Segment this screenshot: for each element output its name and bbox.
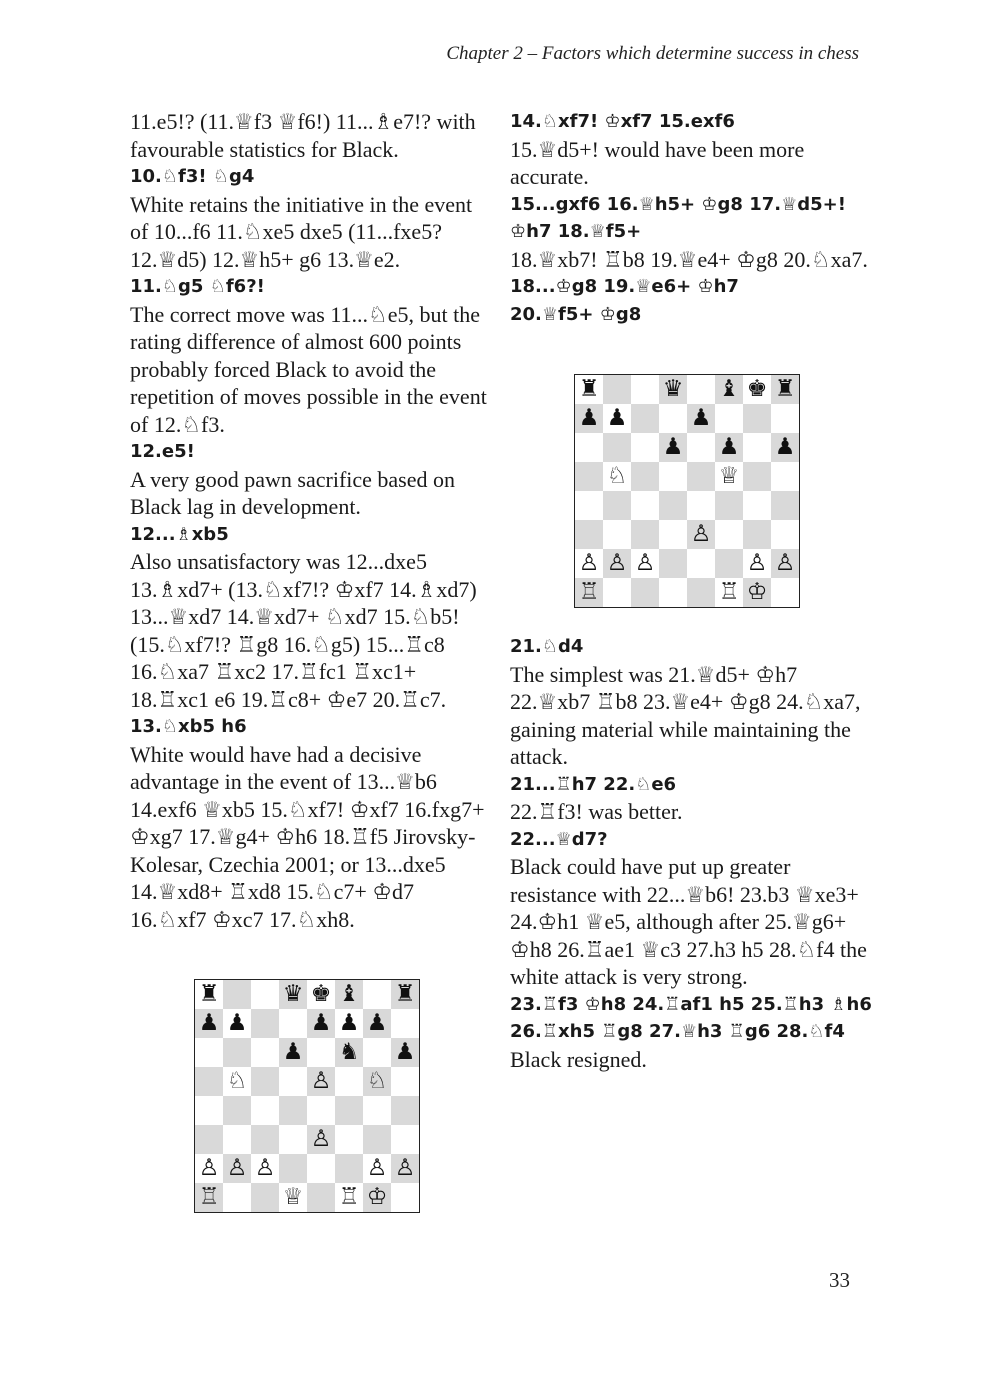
- board-square: [363, 1125, 391, 1154]
- board-square: ♙: [771, 549, 799, 578]
- board-square: ♕: [279, 1183, 307, 1212]
- board-square: ♟: [279, 1038, 307, 1067]
- board-square: ♜: [575, 375, 603, 404]
- board-square: [575, 520, 603, 549]
- annotation-text: 15.♕d5+! would have been more accurate.: [510, 136, 805, 189]
- board-square: [307, 1154, 335, 1183]
- board-square: [223, 1125, 251, 1154]
- board-square: [603, 491, 631, 520]
- board-square: [575, 462, 603, 491]
- board-square: [631, 462, 659, 491]
- board-square: ♞: [335, 1038, 363, 1067]
- board-square: ♝: [335, 980, 363, 1009]
- board-square: ♙: [307, 1125, 335, 1154]
- board-square: ♝: [715, 375, 743, 404]
- board-square: ♟: [603, 404, 631, 433]
- board-square: [603, 433, 631, 462]
- board-square: [251, 980, 279, 1009]
- board-square: [195, 1067, 223, 1096]
- board-square: [251, 1038, 279, 1067]
- board-square: [603, 520, 631, 549]
- board-square: [363, 980, 391, 1009]
- board-square: [279, 1125, 307, 1154]
- annotation-text: Black could have put up greater resistance with 22...♕b6! 23.b3 ♕xe3+ 24.♔h1 ♕e5, although after 25.♕g6+ ♔h8 26.♖ae1 ♕c3 27.h3 h5 28.♘f4 the white attack is very strong.: [510, 854, 867, 989]
- board-square: [631, 433, 659, 462]
- board-square: [659, 578, 687, 607]
- board-square: [743, 491, 771, 520]
- board-square: [631, 491, 659, 520]
- board-square: ♟: [771, 433, 799, 462]
- board-square: ♟: [363, 1009, 391, 1038]
- board-square: ♖: [195, 1183, 223, 1212]
- board-square: [771, 462, 799, 491]
- left-column: [130, 108, 490, 933]
- move-line: 22...♕d7?: [510, 828, 608, 850]
- move-line: 20.♕f5+ ♔g8: [510, 303, 642, 325]
- board-square: ♚: [307, 980, 335, 1009]
- board-square: [771, 520, 799, 549]
- board-square: [279, 1067, 307, 1096]
- chapter-header: Chapter 2 – Factors which determine success in chess: [446, 43, 859, 64]
- board-square: [335, 1125, 363, 1154]
- board-square: ♙: [687, 520, 715, 549]
- board-square: [659, 462, 687, 491]
- board-square: [687, 549, 715, 578]
- annotation-text: Black resigned.: [510, 1046, 647, 1072]
- board-square: ♙: [223, 1154, 251, 1183]
- board-square: ♛: [279, 980, 307, 1009]
- annotation-text: A very good pawn sacrifice based on Black lag in development.: [130, 466, 456, 519]
- board-square: [223, 1096, 251, 1125]
- board-square: ♔: [743, 578, 771, 607]
- board-square: [223, 1038, 251, 1067]
- move-line: 23.♖f3 ♔h8 24.♖af1 h5 25.♖h3 ♗h6: [510, 993, 872, 1015]
- board-square: ♛: [659, 375, 687, 404]
- board-square: ♖: [575, 578, 603, 607]
- board-square: [391, 1009, 419, 1038]
- move-line: 13.♘xb5 h6: [130, 716, 247, 737]
- board-square: [631, 375, 659, 404]
- board-square: ♙: [195, 1154, 223, 1183]
- board-square: [307, 1096, 335, 1125]
- board-square: ♜: [771, 375, 799, 404]
- board-square: [307, 1038, 335, 1067]
- board-square: [335, 1154, 363, 1183]
- board-square: [363, 1096, 391, 1125]
- annotation-text: The simplest was 21.♕d5+ ♔h7 22.♕xb7 ♖b8 23.♕e4+ ♔g8 24.♘xa7, gaining material while maintaining the attack.: [510, 661, 861, 769]
- move-line: 11.♘g5 ♘f6?!: [130, 276, 265, 297]
- board-square: [391, 1125, 419, 1154]
- board-square: [631, 578, 659, 607]
- board-square: [603, 375, 631, 404]
- board-square: [687, 462, 715, 491]
- board-square: [279, 1154, 307, 1183]
- board-square: [715, 520, 743, 549]
- board-square: ♚: [743, 375, 771, 404]
- board-square: ♙: [743, 549, 771, 578]
- board-square: ♟: [715, 433, 743, 462]
- board-square: ♙: [603, 549, 631, 578]
- board-square: ♟: [575, 404, 603, 433]
- board-square: [659, 491, 687, 520]
- move-line: 10.♘f3! ♘g4: [130, 166, 255, 187]
- chess-diagram-after-13-h6: [194, 979, 420, 1213]
- annotation-text: White retains the initiative in the event of 10...f6 11.♘xe5 dxe5 (11...fxe5? 12.♕d5) 12.♕h5+ g6 13.♕e2.: [130, 191, 473, 272]
- move-line: 18...♔g8 19.♕e6+ ♔h7: [510, 276, 739, 297]
- chess-diagram-after-20-kg8: [574, 374, 800, 608]
- board-square: ♘: [363, 1067, 391, 1096]
- annotation-text: White would have had a decisive advantage in the event of 13...♕b6 14.exf6 ♕xb5 15.♘xf7! ♔xf7 16.fxg7+ ♔xg7 17.♕g4+ ♔h6 18.♖f5 Jirovsky-Kolesar, Czechia 2001; or 13...dxe5 14.♕xd8+ ♖xd8 15.♘c7+ ♔d7 16.♘xf7 ♔xc7 17.♘xh8.: [130, 741, 485, 932]
- board-square: [195, 1096, 223, 1125]
- board-square: [743, 433, 771, 462]
- annotation-text: The correct move was 11...♘e5, but the rating difference of almost 600 points probably forced Black to avoid the repetition of moves possible in the event of 12.♘f3.: [130, 301, 487, 437]
- board-square: [743, 404, 771, 433]
- board-square: ♜: [391, 980, 419, 1009]
- board-square: [687, 491, 715, 520]
- board-square: [195, 1125, 223, 1154]
- board-square: [575, 433, 603, 462]
- board-square: ♟: [335, 1009, 363, 1038]
- annotation-text: Also unsatisfactory was 12...dxe5 13.♗xd7+ (13.♘xf7!? ♔xf7 14.♗xd7) 13...♕xd7 14.♕xd7+ ♘xd7 15.♘b5! (15.♘xf7!? ♖g8 16.♘g5) 15...♖c8 16.♘xa7 ♖xc2 17.♖fc1 ♖xc1+ 18.♖xc1 e6 19.♖c8+ ♔e7 20.♖c7.: [130, 549, 477, 712]
- board-square: [363, 1038, 391, 1067]
- board-square: [195, 1038, 223, 1067]
- board-square: [251, 1009, 279, 1038]
- page-number: 33: [829, 1268, 850, 1292]
- move-line: 14.♘xf7! ♔xf7 15.exf6: [510, 111, 735, 132]
- board-square: [743, 520, 771, 549]
- board-square: [223, 980, 251, 1009]
- board-square: ♖: [335, 1183, 363, 1212]
- move-line: 26.♖xh5 ♖g8 27.♕h3 ♖g6 28.♘f4: [510, 1021, 845, 1042]
- board-square: [251, 1183, 279, 1212]
- board-square: ♜: [195, 980, 223, 1009]
- board-square: [279, 1096, 307, 1125]
- right-column-lower: [510, 633, 870, 1073]
- board-square: [251, 1096, 279, 1125]
- board-square: [223, 1183, 251, 1212]
- board-square: [603, 578, 631, 607]
- board-square: ♟: [687, 404, 715, 433]
- board-square: [715, 491, 743, 520]
- board-square: [251, 1067, 279, 1096]
- board-square: [391, 1067, 419, 1096]
- board-square: [771, 491, 799, 520]
- board-square: ♙: [391, 1154, 419, 1183]
- board-square: ♖: [715, 578, 743, 607]
- board-square: [659, 549, 687, 578]
- board-square: ♟: [659, 433, 687, 462]
- board-square: [279, 1009, 307, 1038]
- board-square: [251, 1125, 279, 1154]
- board-square: ♙: [631, 549, 659, 578]
- board-square: [631, 404, 659, 433]
- board-square: [659, 520, 687, 549]
- board-square: [391, 1183, 419, 1212]
- move-line: 21.♘d4: [510, 636, 584, 657]
- board-square: ♘: [603, 462, 631, 491]
- board-square: ♟: [391, 1038, 419, 1067]
- board-square: [687, 578, 715, 607]
- board-square: [743, 462, 771, 491]
- move-line: 21...♖h7 22.♘e6: [510, 773, 677, 795]
- board-square: ♟: [223, 1009, 251, 1038]
- board-square: ♕: [715, 462, 743, 491]
- board-square: [659, 404, 687, 433]
- move-line: 15...gxf6 16.♕h5+ ♔g8 17.♕d5+!: [510, 193, 846, 215]
- board-square: ♘: [223, 1067, 251, 1096]
- annotation-text: 22.♖f3! was better.: [510, 799, 683, 824]
- board-square: [771, 578, 799, 607]
- board-square: ♔: [363, 1183, 391, 1212]
- board-square: ♙: [251, 1154, 279, 1183]
- annotation-text: 18.♕xb7! ♖b8 19.♕e4+ ♔g8 20.♘xa7.: [510, 246, 868, 272]
- right-column: [510, 108, 870, 328]
- board-square: [687, 375, 715, 404]
- board-square: ♟: [307, 1009, 335, 1038]
- board-square: [307, 1183, 335, 1212]
- board-square: [631, 520, 659, 549]
- annotation-text: 11.e5!? (11.♕f3 ♕f6!) 11...♗e7!? with favourable statistics for Black.: [130, 109, 476, 162]
- board-square: ♙: [575, 549, 603, 578]
- board-square: [575, 491, 603, 520]
- board-square: [715, 404, 743, 433]
- board-square: ♙: [363, 1154, 391, 1183]
- move-line: ♔h7 18.♕f5+: [510, 221, 642, 242]
- move-line: 12.e5!: [130, 441, 195, 462]
- board-square: [335, 1067, 363, 1096]
- board-square: [687, 433, 715, 462]
- board-square: [715, 549, 743, 578]
- board-square: ♟: [195, 1009, 223, 1038]
- move-line: 12...♗xb5: [130, 523, 229, 545]
- board-square: [771, 404, 799, 433]
- board-square: ♙: [307, 1067, 335, 1096]
- board-square: [391, 1096, 419, 1125]
- board-square: [335, 1096, 363, 1125]
